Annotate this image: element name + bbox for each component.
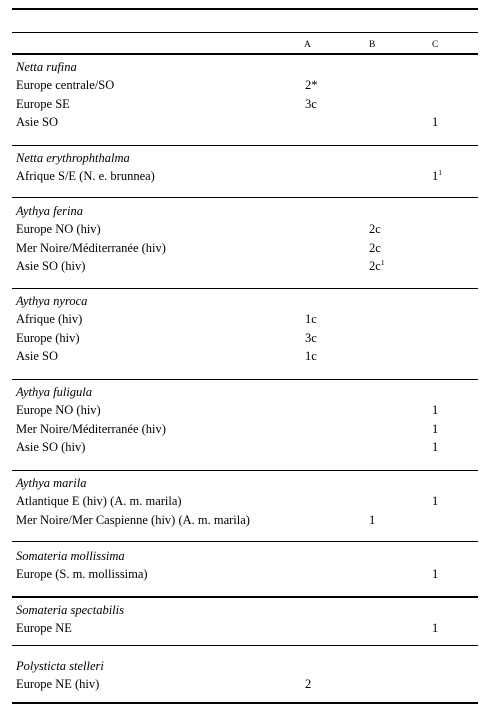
- status-value: 1: [369, 512, 376, 527]
- group-divider: [12, 645, 478, 646]
- species-name: Aythya nyroca: [16, 294, 88, 308]
- group-divider: [12, 288, 478, 289]
- status-value: 2c: [369, 222, 381, 237]
- group-divider: [12, 596, 478, 598]
- species-name: Aythya ferina: [16, 204, 83, 218]
- status-value: 1: [432, 114, 439, 129]
- group-divider: [12, 197, 478, 198]
- species-name: Somateria mollissima: [16, 549, 125, 563]
- region-label: Europe (S. m. mollissima): [16, 567, 148, 582]
- group-divider: [12, 145, 478, 146]
- status-value: 1: [432, 439, 439, 454]
- status-cell-b: [369, 222, 381, 237]
- region-label: Afrique (hiv): [16, 312, 83, 327]
- status-cell-a: [305, 312, 317, 327]
- column-header-a: A: [304, 40, 311, 50]
- status-value: 2c: [369, 240, 381, 255]
- status-cell-c: [432, 567, 438, 582]
- status-cell-c: [432, 169, 442, 184]
- status-cell-a: [305, 78, 318, 93]
- status-value: 1c: [305, 348, 317, 363]
- status-cell-b: [369, 241, 381, 256]
- header-top-rule: [12, 32, 478, 33]
- region-label: Asie SO (hiv): [16, 258, 86, 273]
- region-label: Mer Noire/Mer Caspienne (hiv) (A. m. marila): [16, 512, 250, 527]
- species-name: Somateria spectabilis: [16, 603, 124, 617]
- region-label: Asie SO: [16, 348, 59, 363]
- status-value: 1: [432, 621, 439, 636]
- footnote-marker: 1: [438, 168, 442, 178]
- group-divider: [12, 541, 478, 542]
- table-top-rule: [12, 8, 478, 10]
- region-label: Europe NE: [16, 621, 72, 636]
- status-value: 3c: [305, 96, 317, 111]
- species-name: Netta erythrophthalma: [16, 151, 130, 165]
- column-header-c: C: [432, 40, 439, 50]
- status-cell-c: [432, 403, 438, 418]
- region-label: Atlantique E (hiv) (A. m. marila): [16, 494, 182, 509]
- status-cell-a: [305, 331, 317, 346]
- region-label: Europe NO (hiv): [16, 222, 101, 237]
- status-cell-a: [305, 97, 317, 112]
- status-cell-c: [432, 621, 438, 636]
- region-label: Afrique S/E (N. e. brunnea): [16, 169, 155, 184]
- status-cell-c: [432, 115, 438, 130]
- status-cell-b: [369, 259, 385, 274]
- region-label: Europe (hiv): [16, 330, 80, 345]
- region-label: Mer Noire/Méditerranée (hiv): [16, 240, 166, 255]
- species-name: Netta rufina: [16, 60, 77, 74]
- status-cell-b: [369, 513, 375, 528]
- status-value: 1: [432, 403, 439, 418]
- region-label: Europe NE (hiv): [16, 677, 100, 692]
- status-cell-a: [305, 677, 311, 692]
- status-cell-c: [432, 440, 438, 455]
- status-value: 1: [432, 169, 439, 184]
- status-value: 2c: [369, 258, 381, 273]
- region-label: Asie SO: [16, 114, 59, 129]
- status-value: 1: [432, 421, 439, 436]
- species-name: Polysticta stelleri: [16, 659, 104, 673]
- status-value: 2: [305, 677, 312, 692]
- status-value: 2*: [305, 78, 318, 93]
- status-value: 3c: [305, 330, 317, 345]
- group-divider: [12, 470, 478, 471]
- region-label: Europe NO (hiv): [16, 403, 101, 418]
- status-cell-c: [432, 494, 438, 509]
- status-value: 1c: [305, 312, 317, 327]
- region-label: Europe centrale/SO: [16, 78, 115, 93]
- status-value: 1: [432, 567, 439, 582]
- status-value: 1: [432, 494, 439, 509]
- region-label: Asie SO (hiv): [16, 439, 86, 454]
- table-bottom-rule: [12, 702, 478, 704]
- column-header-b: B: [369, 40, 376, 50]
- status-cell-a: [305, 349, 317, 364]
- group-divider: [12, 379, 478, 380]
- region-label: Europe SE: [16, 96, 70, 111]
- species-name: Aythya marila: [16, 476, 87, 490]
- status-cell-c: [432, 422, 438, 437]
- footnote-marker: 1: [380, 257, 385, 267]
- region-label: Mer Noire/Méditerranée (hiv): [16, 421, 166, 436]
- species-name: Aythya fuligula: [16, 385, 93, 399]
- header-bottom-rule: [12, 53, 478, 55]
